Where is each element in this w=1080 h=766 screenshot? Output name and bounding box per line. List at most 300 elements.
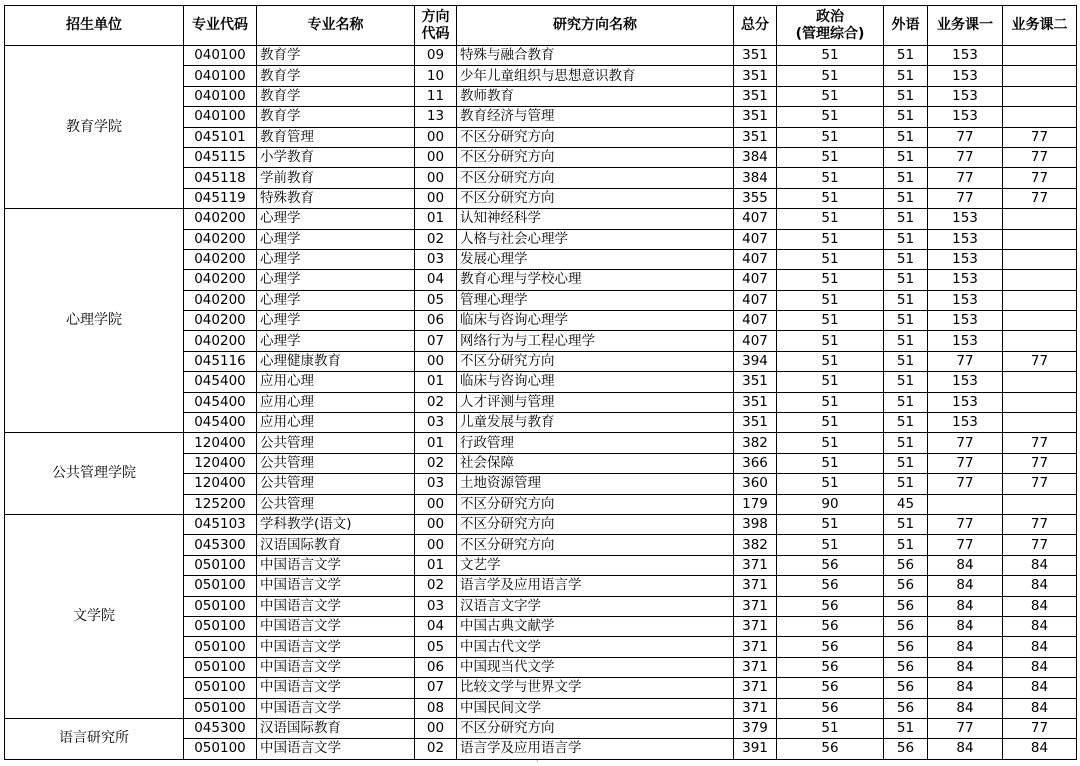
cell-dir-code: 10: [415, 66, 457, 86]
cell-code: 045400: [184, 392, 257, 412]
cell-code: 045115: [184, 147, 257, 167]
cell-dir-name: 少年儿童组织与思想意识教育: [457, 66, 734, 86]
cell-name: 公共管理: [257, 433, 415, 453]
cell-course1: 153: [928, 209, 1003, 229]
cell-unit: 语言研究所: [5, 718, 184, 759]
cell-dir-name: 不区分研究方向: [457, 718, 734, 738]
cell-dir-code: 02: [415, 453, 457, 473]
cell-code: 050100: [184, 637, 257, 657]
header-politics-line2: (管理综合): [795, 25, 865, 42]
cell-dir-code: 03: [415, 249, 457, 269]
cell-dir-name: 人格与社会心理学: [457, 229, 734, 249]
cell-dir-code: 13: [415, 107, 457, 127]
cell-total: 351: [734, 372, 777, 392]
cell-name: 教育学: [257, 46, 415, 66]
cell-name: 中国语言文学: [257, 657, 415, 677]
cell-course1: 153: [928, 46, 1003, 66]
header-row: [5, 6, 1077, 46]
cell-name: 中国语言文学: [257, 637, 415, 657]
cell-dir-code: 06: [415, 311, 457, 331]
cell-code: 050100: [184, 657, 257, 677]
cell-politics: 51: [777, 311, 884, 331]
cell-total: 398: [734, 514, 777, 534]
cell-dir-name: 比较文学与世界文学: [457, 678, 734, 698]
cell-politics: 56: [777, 739, 884, 759]
cell-course2: [1003, 107, 1077, 127]
cell-total: 371: [734, 698, 777, 718]
cell-code: 050100: [184, 576, 257, 596]
cell-dir-code: 02: [415, 576, 457, 596]
cell-politics: 56: [777, 657, 884, 677]
cell-course1: 77: [928, 168, 1003, 188]
cell-code: 045118: [184, 168, 257, 188]
cell-course2: 77: [1003, 127, 1077, 147]
cell-course1: [928, 494, 1003, 514]
cell-politics: 51: [777, 474, 884, 494]
cell-foreign: 51: [884, 514, 928, 534]
cell-code: 045116: [184, 351, 257, 371]
cell-name: 特殊教育: [257, 188, 415, 208]
cell-politics: 51: [777, 290, 884, 310]
cell-course1: 84: [928, 739, 1003, 759]
cell-foreign: 51: [884, 46, 928, 66]
cell-name: 应用心理: [257, 392, 415, 412]
cell-total: 407: [734, 270, 777, 290]
cell-dir-code: 00: [415, 188, 457, 208]
cell-course2: 84: [1003, 698, 1077, 718]
cell-code: 050100: [184, 698, 257, 718]
cell-foreign: 51: [884, 433, 928, 453]
cell-dir-code: 03: [415, 596, 457, 616]
cell-dir-name: 不区分研究方向: [457, 535, 734, 555]
cell-dir-name: 语言学及应用语言学: [457, 739, 734, 759]
cell-foreign: 51: [884, 413, 928, 433]
cell-dir-code: 11: [415, 86, 457, 106]
cell-code: 045119: [184, 188, 257, 208]
cell-dir-name: 教师教育: [457, 86, 734, 106]
cell-course1: 77: [928, 351, 1003, 371]
cell-total: 371: [734, 596, 777, 616]
cell-total: 407: [734, 209, 777, 229]
cell-total: 371: [734, 637, 777, 657]
cell-politics: 51: [777, 351, 884, 371]
cell-course1: 153: [928, 290, 1003, 310]
cell-foreign: 56: [884, 616, 928, 636]
cell-foreign: 51: [884, 147, 928, 167]
cell-course1: 153: [928, 413, 1003, 433]
cell-politics: 51: [777, 188, 884, 208]
cell-course2: [1003, 209, 1077, 229]
cell-name: 应用心理: [257, 413, 415, 433]
cell-total: 407: [734, 331, 777, 351]
header-code: 专业代码: [184, 6, 257, 46]
cell-foreign: 51: [884, 249, 928, 269]
cell-dir-name: 行政管理: [457, 433, 734, 453]
cell-dir-code: 05: [415, 637, 457, 657]
cell-total: 351: [734, 107, 777, 127]
cell-foreign: 51: [884, 66, 928, 86]
cell-total: 371: [734, 678, 777, 698]
cell-unit: 教育学院: [5, 46, 184, 209]
cell-foreign: 51: [884, 351, 928, 371]
cell-course2: [1003, 229, 1077, 249]
cell-dir-name: 不区分研究方向: [457, 514, 734, 534]
cell-code: 045400: [184, 413, 257, 433]
cell-dir-code: 01: [415, 555, 457, 575]
cell-code: 050100: [184, 596, 257, 616]
cell-foreign: 51: [884, 535, 928, 555]
cell-dir-name: 管理心理学: [457, 290, 734, 310]
cell-name: 中国语言文学: [257, 698, 415, 718]
cell-course2: 84: [1003, 555, 1077, 575]
cell-name: 心理学: [257, 209, 415, 229]
cell-course2: 77: [1003, 351, 1077, 371]
cell-course1: 77: [928, 474, 1003, 494]
cell-name: 汉语国际教育: [257, 535, 415, 555]
cell-unit: 文学院: [5, 514, 184, 718]
cell-course2: 77: [1003, 188, 1077, 208]
page-edge-mark: ·: [536, 757, 539, 766]
cell-course1: 153: [928, 249, 1003, 269]
cell-total: 391: [734, 739, 777, 759]
cell-course2: [1003, 270, 1077, 290]
cell-foreign: 51: [884, 229, 928, 249]
cell-dir-name: 教育心理与学校心理: [457, 270, 734, 290]
cell-course2: [1003, 86, 1077, 106]
cell-total: 366: [734, 453, 777, 473]
cell-dir-name: 汉语言文字学: [457, 596, 734, 616]
cell-course1: 84: [928, 678, 1003, 698]
cell-politics: 51: [777, 107, 884, 127]
cell-code: 040100: [184, 66, 257, 86]
cell-code: 045103: [184, 514, 257, 534]
header-dir-code: [415, 6, 457, 46]
cell-politics: 51: [777, 168, 884, 188]
cell-dir-code: 00: [415, 535, 457, 555]
cell-total: 407: [734, 311, 777, 331]
cell-total: 355: [734, 188, 777, 208]
cell-dir-name: 人才评测与管理: [457, 392, 734, 412]
cell-dir-code: 00: [415, 147, 457, 167]
cell-name: 心理学: [257, 249, 415, 269]
cell-code: 050100: [184, 739, 257, 759]
header-course1: 业务课一: [928, 6, 1003, 46]
cell-total: 351: [734, 127, 777, 147]
cell-course2: 77: [1003, 168, 1077, 188]
table-row: [5, 433, 1077, 453]
cell-dir-name: 中国现当代文学: [457, 657, 734, 677]
cell-dir-name: 中国古典文献学: [457, 616, 734, 636]
header-dir-name: 研究方向名称: [457, 6, 734, 46]
cell-course2: 84: [1003, 576, 1077, 596]
cell-code: 120400: [184, 433, 257, 453]
cell-foreign: 51: [884, 127, 928, 147]
cell-name: 中国语言文学: [257, 678, 415, 698]
cell-foreign: 51: [884, 474, 928, 494]
cell-course2: [1003, 494, 1077, 514]
cell-politics: 56: [777, 678, 884, 698]
cell-politics: 51: [777, 453, 884, 473]
cell-foreign: 56: [884, 657, 928, 677]
cell-course1: 153: [928, 372, 1003, 392]
cell-total: 360: [734, 474, 777, 494]
cell-politics: 51: [777, 127, 884, 147]
cell-course2: 84: [1003, 739, 1077, 759]
cell-total: 351: [734, 392, 777, 412]
cell-name: 心理学: [257, 229, 415, 249]
cell-code: 120400: [184, 453, 257, 473]
cell-politics: 56: [777, 637, 884, 657]
cell-politics: 51: [777, 413, 884, 433]
cell-politics: 51: [777, 66, 884, 86]
cell-course1: 77: [928, 453, 1003, 473]
cell-total: 384: [734, 168, 777, 188]
cell-name: 公共管理: [257, 494, 415, 514]
cell-foreign: 56: [884, 739, 928, 759]
cell-dir-name: 语言学及应用语言学: [457, 576, 734, 596]
cell-code: 050100: [184, 616, 257, 636]
cell-code: 040200: [184, 209, 257, 229]
cell-politics: 56: [777, 555, 884, 575]
cell-total: 394: [734, 351, 777, 371]
cell-politics: 51: [777, 433, 884, 453]
cell-course1: 153: [928, 229, 1003, 249]
header-total: 总分: [734, 6, 777, 46]
cell-name: 小学教育: [257, 147, 415, 167]
cell-unit: 公共管理学院: [5, 433, 184, 515]
cell-total: 407: [734, 249, 777, 269]
cell-name: 教育学: [257, 66, 415, 86]
cell-foreign: 56: [884, 576, 928, 596]
cell-course1: 153: [928, 107, 1003, 127]
table-row: [5, 514, 1077, 534]
cell-code: 050100: [184, 555, 257, 575]
cell-dir-code: 07: [415, 678, 457, 698]
cell-foreign: 51: [884, 372, 928, 392]
cell-course1: 84: [928, 637, 1003, 657]
cell-name: 学科教学(语文): [257, 514, 415, 534]
cell-name: 中国语言文学: [257, 596, 415, 616]
cell-name: 公共管理: [257, 453, 415, 473]
cell-foreign: 51: [884, 311, 928, 331]
cell-course1: 153: [928, 66, 1003, 86]
cell-dir-name: 儿童发展与教育: [457, 413, 734, 433]
cell-politics: 56: [777, 616, 884, 636]
cell-politics: 56: [777, 576, 884, 596]
cell-code: 040200: [184, 249, 257, 269]
cell-politics: 51: [777, 86, 884, 106]
cell-dir-code: 00: [415, 127, 457, 147]
cell-dir-name: 中国民间文学: [457, 698, 734, 718]
cell-dir-code: 05: [415, 290, 457, 310]
cell-name: 公共管理: [257, 474, 415, 494]
cell-dir-code: 01: [415, 209, 457, 229]
cell-course2: [1003, 392, 1077, 412]
cell-dir-code: 06: [415, 657, 457, 677]
cell-name: 教育管理: [257, 127, 415, 147]
cell-politics: 51: [777, 249, 884, 269]
cell-course2: 77: [1003, 147, 1077, 167]
cell-politics: 51: [777, 209, 884, 229]
cell-foreign: 51: [884, 107, 928, 127]
cell-dir-code: 00: [415, 718, 457, 738]
table-row: [5, 209, 1077, 229]
cell-name: 中国语言文学: [257, 555, 415, 575]
cell-dir-name: 特殊与融合教育: [457, 46, 734, 66]
cell-foreign: 51: [884, 392, 928, 412]
cell-total: 351: [734, 413, 777, 433]
cell-course1: 84: [928, 616, 1003, 636]
cell-code: 040200: [184, 290, 257, 310]
table-body: [5, 46, 1077, 760]
cell-course1: 84: [928, 576, 1003, 596]
cell-course2: [1003, 311, 1077, 331]
cell-name: 教育学: [257, 107, 415, 127]
cell-foreign: 56: [884, 596, 928, 616]
cell-code: 040200: [184, 311, 257, 331]
cell-politics: 51: [777, 270, 884, 290]
cell-course2: 77: [1003, 433, 1077, 453]
cell-dir-code: 02: [415, 392, 457, 412]
cell-dir-name: 不区分研究方向: [457, 147, 734, 167]
cell-unit: 心理学院: [5, 209, 184, 433]
cell-course1: 77: [928, 147, 1003, 167]
cell-dir-name: 不区分研究方向: [457, 351, 734, 371]
cell-dir-name: 不区分研究方向: [457, 168, 734, 188]
cell-foreign: 51: [884, 188, 928, 208]
cell-total: 407: [734, 229, 777, 249]
cell-total: 179: [734, 494, 777, 514]
cell-dir-name: 教育经济与管理: [457, 107, 734, 127]
cell-foreign: 45: [884, 494, 928, 514]
cell-code: 040100: [184, 86, 257, 106]
cell-code: 040100: [184, 107, 257, 127]
cell-dir-code: 01: [415, 433, 457, 453]
cell-total: 382: [734, 433, 777, 453]
cell-total: 371: [734, 555, 777, 575]
header-dir-code-line2: 代码: [421, 25, 450, 42]
cell-foreign: 51: [884, 453, 928, 473]
cell-foreign: 51: [884, 718, 928, 738]
cell-total: 351: [734, 66, 777, 86]
cell-course1: 77: [928, 514, 1003, 534]
cell-dir-name: 认知神经科学: [457, 209, 734, 229]
cell-politics: 90: [777, 494, 884, 514]
cell-dir-name: 不区分研究方向: [457, 188, 734, 208]
cell-course1: 77: [928, 127, 1003, 147]
header-dir-code-line1: 方向: [421, 8, 450, 25]
cell-course2: 77: [1003, 535, 1077, 555]
cell-foreign: 51: [884, 331, 928, 351]
cell-dir-code: 00: [415, 514, 457, 534]
cell-course1: 153: [928, 311, 1003, 331]
cell-course1: 77: [928, 535, 1003, 555]
cell-politics: 51: [777, 535, 884, 555]
cell-dir-code: 08: [415, 698, 457, 718]
cell-dir-name: 文艺学: [457, 555, 734, 575]
cell-course2: [1003, 331, 1077, 351]
cell-total: 351: [734, 86, 777, 106]
cell-total: 351: [734, 46, 777, 66]
cell-course2: 77: [1003, 474, 1077, 494]
cell-total: 407: [734, 290, 777, 310]
cell-code: 050100: [184, 678, 257, 698]
cell-course1: 153: [928, 270, 1003, 290]
header-course2: 业务课二: [1003, 6, 1077, 46]
cell-dir-code: 00: [415, 494, 457, 514]
cell-code: 045300: [184, 718, 257, 738]
cell-course1: 84: [928, 698, 1003, 718]
cell-foreign: 51: [884, 270, 928, 290]
cell-dir-code: 03: [415, 474, 457, 494]
cell-dir-name: 社会保障: [457, 453, 734, 473]
cell-course2: [1003, 290, 1077, 310]
cell-total: 384: [734, 147, 777, 167]
cell-course2: [1003, 66, 1077, 86]
cell-name: 汉语国际教育: [257, 718, 415, 738]
cell-dir-code: 02: [415, 229, 457, 249]
cell-name: 心理学: [257, 290, 415, 310]
cell-dir-name: 发展心理学: [457, 249, 734, 269]
cell-course2: 84: [1003, 657, 1077, 677]
header-name: 专业名称: [257, 6, 415, 46]
cell-code: 045400: [184, 372, 257, 392]
cell-foreign: 56: [884, 555, 928, 575]
cell-name: 心理学: [257, 331, 415, 351]
cell-politics: 56: [777, 698, 884, 718]
cell-dir-code: 00: [415, 351, 457, 371]
cell-course1: 153: [928, 331, 1003, 351]
cell-code: 120400: [184, 474, 257, 494]
cell-foreign: 51: [884, 209, 928, 229]
cell-politics: 51: [777, 147, 884, 167]
cell-politics: 56: [777, 596, 884, 616]
cell-name: 教育学: [257, 86, 415, 106]
cell-course2: 84: [1003, 678, 1077, 698]
cell-dir-name: 临床与咨询心理学: [457, 311, 734, 331]
cell-name: 中国语言文学: [257, 576, 415, 596]
cell-course1: 153: [928, 392, 1003, 412]
cell-dir-code: 07: [415, 331, 457, 351]
cell-foreign: 51: [884, 86, 928, 106]
cell-foreign: 56: [884, 637, 928, 657]
cell-dir-name: 网络行为与工程心理学: [457, 331, 734, 351]
cell-total: 379: [734, 718, 777, 738]
cell-politics: 51: [777, 229, 884, 249]
cell-name: 中国语言文学: [257, 739, 415, 759]
cell-name: 学前教育: [257, 168, 415, 188]
cell-course2: 84: [1003, 637, 1077, 657]
cell-foreign: 56: [884, 698, 928, 718]
cell-total: 382: [734, 535, 777, 555]
cell-dir-name: 临床与咨询心理: [457, 372, 734, 392]
cell-course2: 77: [1003, 453, 1077, 473]
cell-course1: 84: [928, 596, 1003, 616]
cell-course2: [1003, 46, 1077, 66]
cell-total: 371: [734, 616, 777, 636]
table-row: [5, 718, 1077, 738]
cell-course1: 77: [928, 718, 1003, 738]
cell-dir-code: 09: [415, 46, 457, 66]
cell-name: 心理学: [257, 270, 415, 290]
cell-politics: 51: [777, 392, 884, 412]
cell-dir-name: 土地资源管理: [457, 474, 734, 494]
score-table: [4, 5, 1077, 760]
cell-dir-name: 不区分研究方向: [457, 494, 734, 514]
cell-total: 371: [734, 576, 777, 596]
cell-dir-code: 04: [415, 616, 457, 636]
cell-dir-code: 04: [415, 270, 457, 290]
